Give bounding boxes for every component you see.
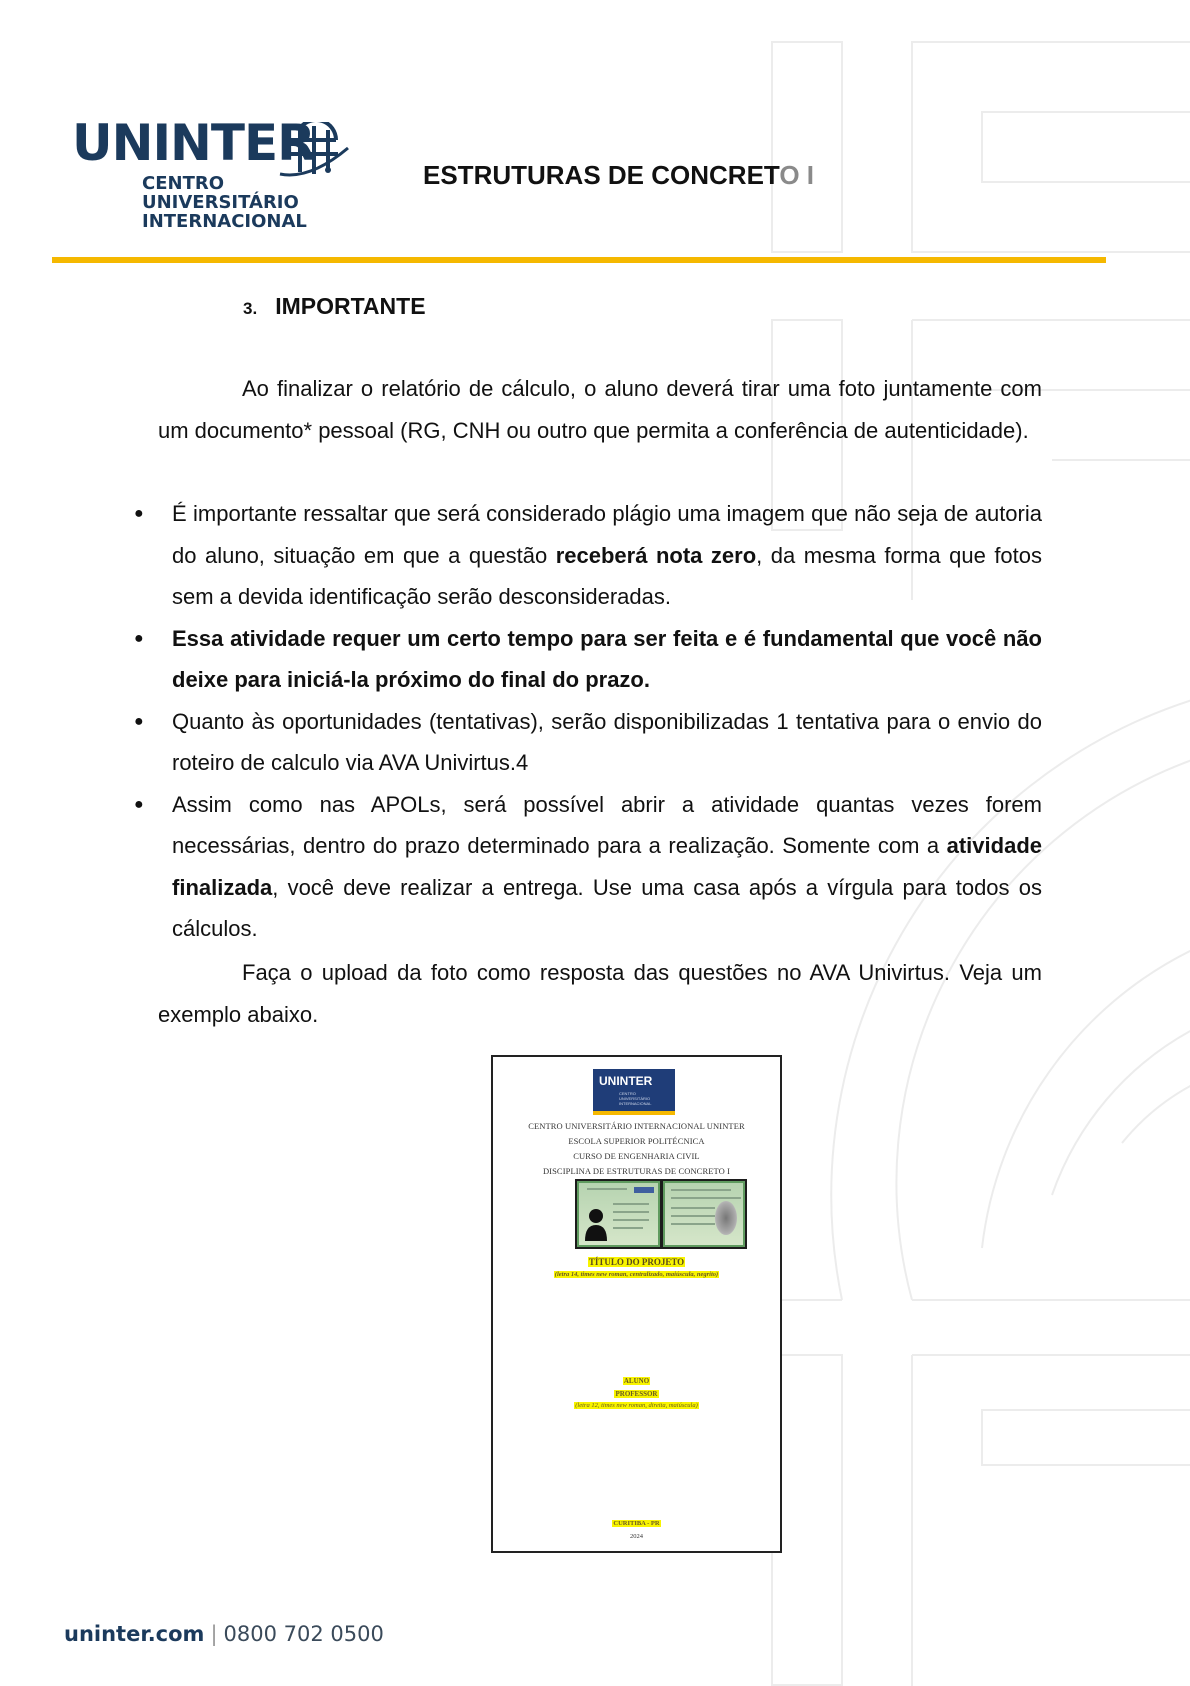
- example-project-title: [493, 1257, 780, 1267]
- footer-phone: 0800 702 0500: [223, 1622, 384, 1646]
- footer-website-link[interactable]: uninter.com: [64, 1622, 205, 1646]
- list-item-bold: Essa atividade requer um certo tempo para ser feita e é fundamental que você não deixe para iniciá-la próximo do final do prazo.: [172, 625, 1042, 692]
- list-item-text: , da mesma forma que fotos sem a devida identificação serão desconsideradas.: [172, 542, 1043, 609]
- example-logo-sub-line: CENTRO: [619, 1091, 636, 1096]
- example-logo-word: UNINTER: [599, 1074, 653, 1088]
- id-card-line: [671, 1189, 731, 1191]
- id-card-line: [613, 1211, 649, 1213]
- example-logo-sub-line: INTERNACIONAL: [619, 1101, 652, 1106]
- fingerprint-icon: [715, 1201, 737, 1235]
- footer-separator: |: [210, 1622, 218, 1646]
- id-card-line: [587, 1188, 627, 1190]
- section-heading: [243, 293, 426, 320]
- bullet-icon: ●: [134, 795, 144, 813]
- example-title-text: TÍTULO DO PROJETO: [588, 1257, 685, 1267]
- intro-paragraph: Ao finalizar o relatório de cálculo, o aluno deverá tirar uma foto juntamente com um documento* pessoal (RG, CNH ou outro que permita a conferência de autenticidade).: [158, 376, 1042, 443]
- list-item-text: Assim como nas APOLs, será possível abrir a atividade quantas vezes forem necessárias, dentro do prazo determinado para a realização. Somente com a: [172, 791, 1042, 858]
- list-item: [130, 618, 1042, 701]
- example-line: CURSO DE ENGENHARIA CIVIL: [573, 1151, 700, 1161]
- example-city-text: CURITIBA - PR: [613, 1520, 660, 1527]
- person-silhouette-icon: [585, 1205, 607, 1241]
- example-names-note: [493, 1402, 780, 1409]
- logo-wordmark: UNINTER: [72, 114, 315, 172]
- footer: [64, 1622, 384, 1646]
- list-item-text: Quanto às oportunidades (tentativas), serão disponibilizadas 1 tentativa para o envio do roteiro de calculo via AVA Univirtus.4: [172, 708, 1042, 775]
- example-logo-sub-line: UNIVERSITÁRIO: [619, 1096, 651, 1101]
- course-title: [423, 160, 814, 191]
- id-card-front: [577, 1181, 660, 1247]
- list-item: [130, 493, 1042, 618]
- globe-orbit-icon: [270, 122, 352, 182]
- bullet-icon: ●: [134, 629, 144, 647]
- section-title: IMPORTANTE: [275, 293, 426, 319]
- list-item-bold: receberá nota zero: [555, 542, 757, 568]
- example-city: [493, 1520, 780, 1527]
- logo-subtitle-line: UNIVERSITÁRIO: [142, 192, 299, 213]
- id-card-line: [671, 1197, 741, 1199]
- bullet-icon: ●: [134, 505, 144, 522]
- list-item-text: É importante ressaltar que será considerado plágio uma imagem que não seja de autoria do aluno, situação em que a questão: [172, 501, 1042, 568]
- id-card-line: [613, 1219, 649, 1221]
- id-card-line: [671, 1223, 715, 1225]
- list-item: [130, 784, 1042, 950]
- id-card-line: [613, 1203, 649, 1205]
- example-student-label: ALUNO: [623, 1377, 650, 1385]
- example-year: 2024: [630, 1533, 643, 1540]
- id-card-line: [613, 1227, 643, 1229]
- id-card-flag: [634, 1187, 654, 1193]
- id-card-line: [671, 1207, 715, 1209]
- example-line: ESCOLA SUPERIOR POLITÉCNICA: [568, 1136, 705, 1146]
- bullet-icon: ●: [134, 712, 144, 730]
- important-list: [130, 493, 1042, 950]
- logo-subtitle-line: INTERNACIONAL: [142, 211, 307, 232]
- example-names-note-text: (letra 12, times new roman, direita, maiúscula): [575, 1402, 698, 1409]
- course-title-tail: O I: [779, 160, 814, 190]
- example-line: DISCIPLINA DE ESTRUTURAS DE CONCRETO I: [542, 1166, 731, 1176]
- list-item: [130, 701, 1042, 784]
- section-number: 3.: [243, 299, 258, 318]
- closing-paragraph: Faça o upload da foto como resposta das questões no AVA Univirtus. Veja um exemplo abaixo.: [158, 960, 1042, 1027]
- example-logo: [593, 1069, 675, 1115]
- example-professor-label: PROFESSOR: [615, 1390, 658, 1398]
- logo-subtitle-line: CENTRO: [142, 173, 225, 194]
- list-item-text: , você deve realizar a entrega. Use uma casa após a vírgula para todos os cálculos.: [172, 874, 1042, 941]
- id-document-image: [575, 1179, 747, 1249]
- logo-subtitle: [142, 174, 307, 231]
- course-title-main: ESTRUTURAS DE CONCRET: [423, 160, 780, 190]
- example-names: [493, 1375, 780, 1401]
- id-card-back: [663, 1181, 746, 1247]
- id-card-line: [671, 1215, 715, 1217]
- example-logo-sub: [619, 1091, 651, 1106]
- example-cover-image: [491, 1055, 782, 1553]
- example-title-note: [493, 1271, 780, 1278]
- example-line: CENTRO UNIVERSITÁRIO INTERNACIONAL UNINTER: [528, 1121, 745, 1131]
- example-title-note-text: (letra 14, times new roman, centralizado, maiúscula, negrito): [554, 1271, 719, 1278]
- uninter-logo: [72, 114, 372, 235]
- header-divider: [52, 257, 1106, 263]
- example-institution-lines: [493, 1119, 780, 1179]
- list-item-bold: atividade finalizada: [172, 833, 1042, 900]
